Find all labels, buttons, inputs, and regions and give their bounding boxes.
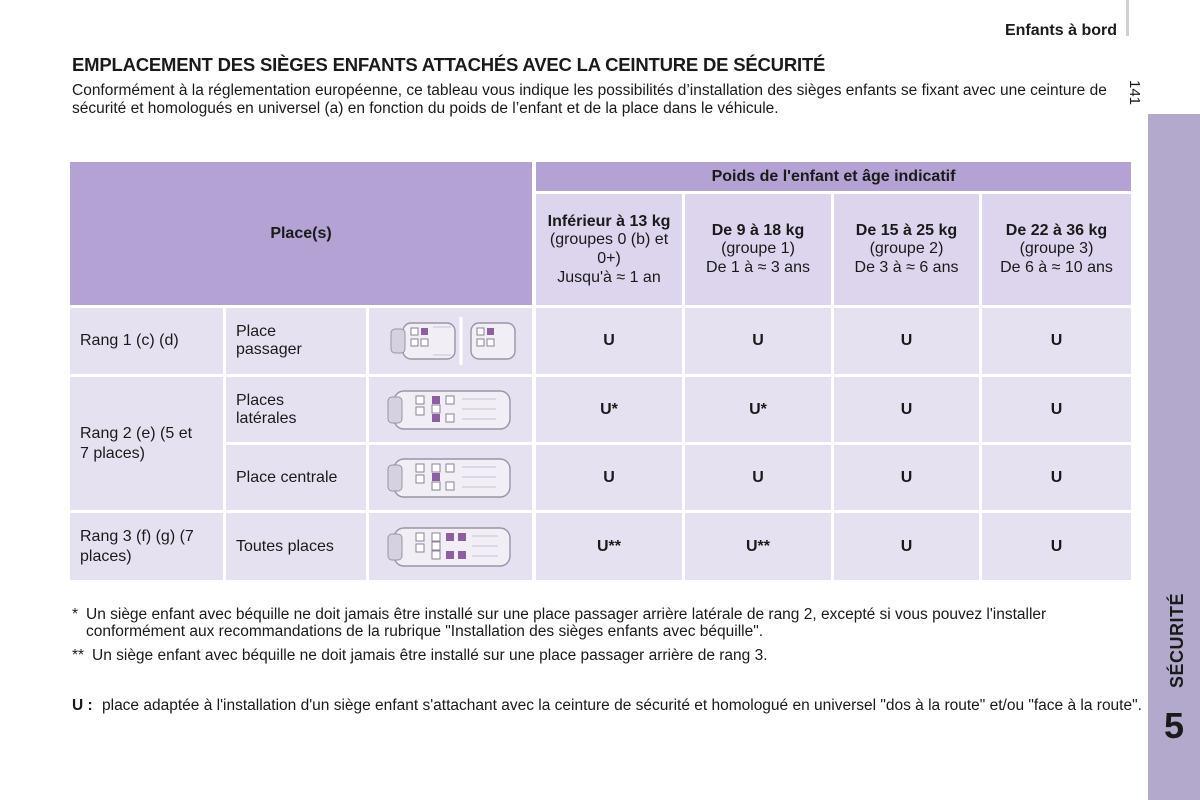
car-seat-diagram-icon: [386, 522, 516, 572]
row-rank: Rang 1 (c) (d): [70, 308, 223, 374]
column-group: (groupe 2): [869, 240, 944, 257]
footnote-text: Un siège enfant avec béquille ne doit jamais être installé sur une place passager arrière latérale de rang 2, excepté si vous pouvez l'installer conformément aux recommandations de la rubrique "Installation des sièges enfants avec béquille".: [86, 606, 1047, 640]
row-rank: Rang 2 (e) (5 et 7 places): [70, 377, 223, 510]
column-header: [685, 194, 831, 305]
row-place: Place centrale: [226, 445, 366, 510]
table-cell: U: [834, 308, 979, 374]
chapter-number: 5: [1163, 705, 1185, 746]
footnote-mark: **: [72, 647, 85, 664]
footnotes: [72, 606, 1142, 671]
car-seat-diagram-icon: [369, 513, 532, 580]
header-title: Enfants à bord: [1004, 22, 1117, 39]
row-rank: Rang 3 (f) (g) (7 places): [70, 513, 223, 580]
weight-header: Poids de l'enfant et âge indicatif: [536, 162, 1131, 191]
footnote-text: Un siège enfant avec béquille ne doit jamais être installé sur une place passager arrière de rang 3.: [92, 647, 768, 664]
column-header: [982, 194, 1131, 305]
table-cell: U: [982, 513, 1131, 580]
table-cell: U**: [685, 513, 831, 580]
chapter-label: SÉCURITÉ: [1167, 592, 1187, 688]
table-cell: U: [685, 445, 831, 510]
table-cell: U**: [536, 513, 682, 580]
column-group: (groupes 0 (b) et 0+): [549, 230, 669, 267]
table-cell: U: [982, 445, 1131, 510]
footnote: [72, 647, 1142, 664]
table-cell: U*: [685, 377, 831, 442]
column-title: Inférieur à 13 kg: [547, 212, 671, 230]
legend-definition: place adaptée à l'installation d'un siège enfant s'attachant avec la ceinture de sécurité et homologué en universel "dos à la route" et/ou "face à la route".: [102, 697, 1142, 714]
row-place: Place passager: [226, 308, 366, 374]
car-seat-diagram-icon: [369, 377, 532, 442]
table-cell: U*: [536, 377, 682, 442]
table-cell: U: [536, 308, 682, 374]
column-title: De 9 à 18 kg: [711, 222, 805, 239]
column-title: De 22 à 36 kg: [1005, 222, 1108, 239]
row-place: Places latérales: [226, 377, 366, 442]
car-seat-diagram-icon: [381, 315, 521, 367]
row-place: Toutes places: [226, 513, 366, 580]
car-seat-diagram-icon: [369, 445, 532, 510]
column-group: (groupe 1): [721, 240, 795, 257]
legend-key: U :: [72, 697, 93, 714]
table-cell: U: [685, 308, 831, 374]
column-age: Jusqu'à ≈ 1 an: [557, 268, 661, 286]
section-title: EMPLACEMENT DES SIÈGES ENFANTS ATTACHÉS AVEC LA CEINTURE DE SÉCURITÉ: [72, 54, 826, 75]
car-seat-diagram-icon: [386, 453, 516, 503]
page-number: 141: [1126, 80, 1143, 106]
car-seat-diagram-icon: [386, 385, 516, 435]
table-cell: U: [536, 445, 682, 510]
column-age: De 1 à ≈ 3 ans: [706, 259, 810, 276]
column-title: De 15 à 25 kg: [855, 222, 958, 239]
footnote: [72, 606, 1142, 640]
places-header: Place(s): [70, 162, 532, 305]
table-cell: U: [982, 377, 1131, 442]
legend: [72, 697, 1142, 714]
table-cell: U: [982, 308, 1131, 374]
intro-paragraph: Conformément à la réglementation européenne, ce tableau vous indique les possibilités d’installation des sièges enfants se fixant avec une ceinture de sécurité et homologués en universel (a) en fonction du poids de l’enfant et de la place dans le véhicule.: [72, 82, 1107, 117]
column-age: De 3 à ≈ 6 ans: [854, 259, 959, 276]
column-header: [536, 194, 682, 305]
footnote-mark: *: [72, 606, 79, 623]
chapter-tab: [1148, 114, 1200, 800]
car-seat-diagram-icon: [369, 308, 532, 374]
column-header: [834, 194, 979, 305]
column-age: De 6 à ≈ 10 ans: [1000, 259, 1113, 276]
table-cell: U: [834, 513, 979, 580]
header-divider: [1126, 0, 1129, 36]
column-group: (groupe 3): [1019, 240, 1094, 257]
table-cell: U: [834, 445, 979, 510]
table-cell: U: [834, 377, 979, 442]
